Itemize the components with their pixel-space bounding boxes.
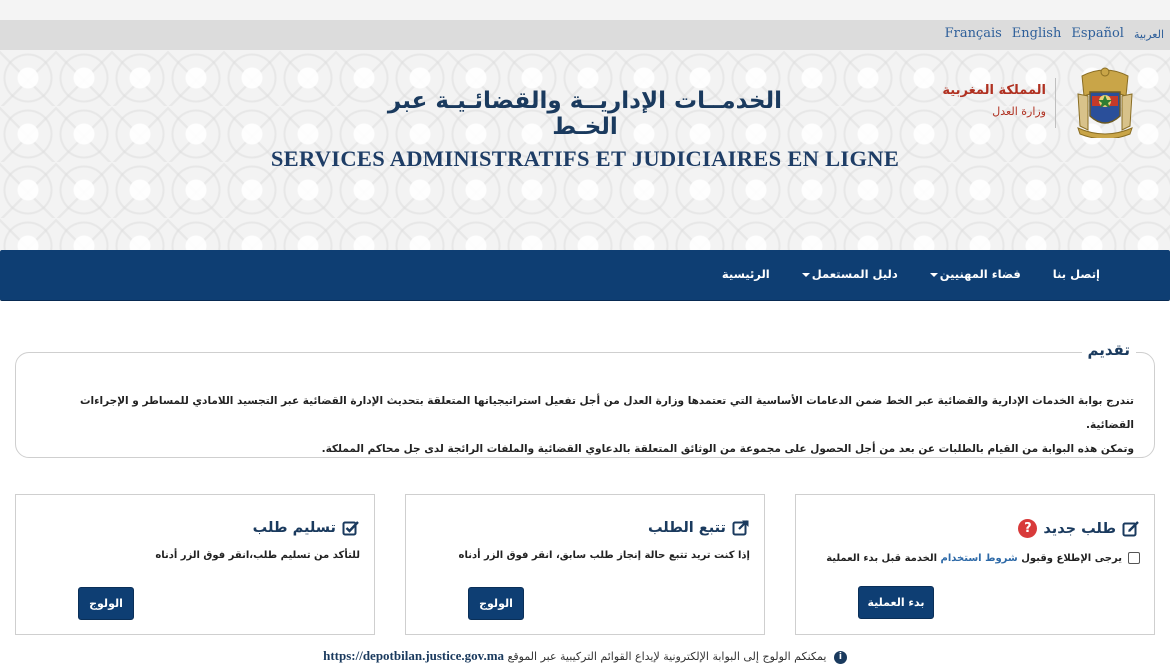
main-menu [722,267,1100,281]
info-icon: i [834,651,847,664]
external-link-icon [732,519,750,537]
lang-french-link[interactable]: Français [944,26,1002,41]
terms-text-after: الخدمة قبل بدء العملية [826,552,941,564]
intro-line-1: تندرج بوابة الخدمات الإدارية والقضائية عبر الخط ضمن الدعامات الأساسية التي تعتمدها وزارة العدل من أجل تفعيل استراتيجياتها المتعلقة بتحديث الإدارة القضائية عبر التجسيد اللامادي للمساطر و الإجراءات القضائية. [79,395,1134,431]
nav-professionals-label: فضاء المهنيين [939,267,1021,281]
nav-home[interactable] [722,267,770,281]
lang-arabic-link[interactable]: العربية [1133,28,1164,41]
kingdom-label: المملكة المغربية [942,83,1046,98]
nav-contact[interactable] [1053,267,1100,281]
footer-note-text: يمكنكم الولوج إلى البوابة الإلكترونية لإيداع القوائم التركيبية عبر الموقع [507,650,827,663]
intro-text [34,389,1134,461]
terms-text [826,553,1122,564]
new-request-terms [826,552,1140,564]
lang-english-link[interactable]: English [1011,26,1062,41]
terms-text-before: يرجى الإطلاع وقبول [1017,552,1122,564]
footer-note [0,648,1170,664]
track-request-desc: إذا كنت تريد تتبع حالة إنجاز طلب سابق، انقر فوق الزر أدناه [458,550,750,561]
new-request-title-text: طلب جديد [1043,520,1116,537]
depotbilan-link[interactable]: https://depotbilan.justice.gov.ma [323,648,505,663]
delivery-request-desc: للتأكد من تسليم طلب،انقر فوق الزر أدناه [155,550,360,561]
help-question-icon[interactable]: ? [1018,519,1037,538]
check-square-icon [342,519,360,537]
ministry-logo[interactable] [940,66,1140,138]
ministry-label: وزارة العدل [992,105,1046,118]
intro-line-2: وتمكن هذه البوابة من القيام بالطلبات عن بعد من أجل الحصول على مجموعة من الوثائق المتعلقة بالدعاوي القضائية والملفات الرائجة لدى جل محاكم المملكة. [321,443,1134,455]
new-request-title [1018,519,1140,538]
lang-spanish-link[interactable]: Español [1071,26,1124,41]
track-request-card [405,494,765,635]
nav-home-label: الرئيسية [721,267,770,281]
nav-user-guide[interactable] [802,267,898,281]
track-request-title [648,519,750,537]
start-process-button[interactable]: بدء العملية [858,586,934,619]
delivery-request-title [253,519,360,537]
site-title-french: SERVICES ADMINISTRATIFS ET JUDICIAIRES EN LIGNE [270,146,900,171]
new-request-card [795,494,1155,635]
edit-icon [1122,520,1140,538]
nav-professionals[interactable] [930,267,1021,281]
main-navbar [0,250,1170,301]
delivery-request-card [15,494,375,635]
intro-heading: تقديم [1082,341,1137,359]
delivery-request-title-text: تسليم طلب [252,520,336,536]
track-request-title-text: تتبع الطلب [647,520,726,536]
chevron-down-icon [802,273,810,277]
site-title-arabic: الخدمــات الإداريــة والقضائـيـة عبر الخـط [387,88,783,140]
terms-link[interactable]: شروط استخدام [940,552,1018,564]
language-bar [0,20,1170,50]
moroccan-crest-icon [1070,66,1140,138]
logo-divider [1055,78,1056,128]
accept-terms-checkbox[interactable] [1128,552,1140,564]
language-switcher [945,26,1164,41]
chevron-down-icon [930,273,938,277]
delivery-login-button[interactable]: الولوج [78,587,134,620]
top-strip [0,0,1170,20]
track-login-button[interactable]: الولوج [468,587,524,620]
nav-user-guide-label: دليل المستعمل [811,267,898,281]
intro-panel [15,341,1155,458]
nav-contact-label: إتصل بنا [1052,267,1100,281]
